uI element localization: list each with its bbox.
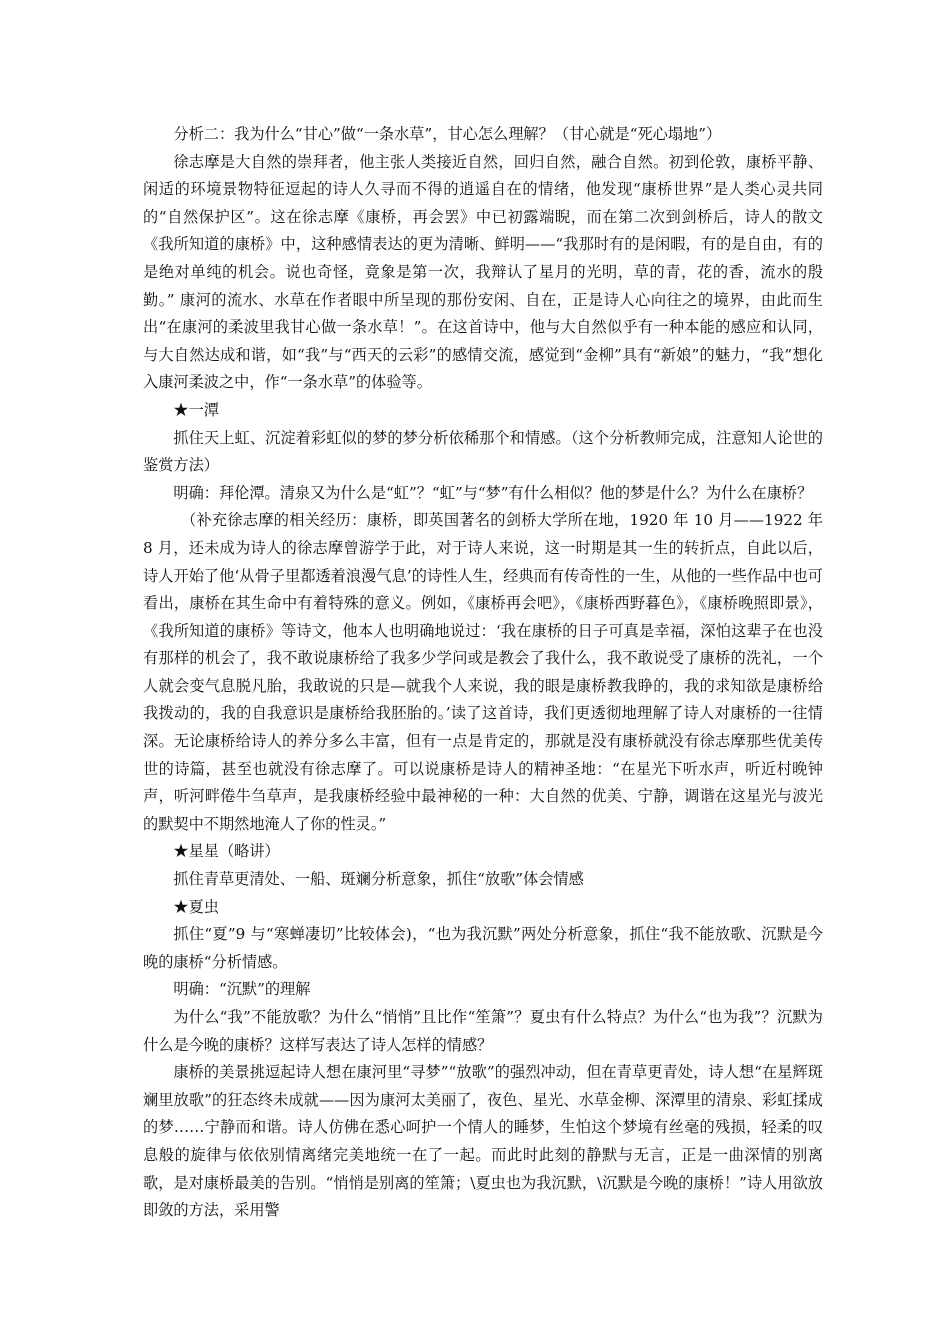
paragraph-supplement: （补充徐志摩的相关经历：康桥，即英国著名的剑桥大学所在地，1920 年 10 月——1922 年 8 月，还未成为诗人的徐志摩曾游学于此，对于诗人来说，这一时期是其一生的转折点，自此以后，诗人开始了他‘从骨子里都透着浪漫气息’的诗性人生，经典而有传奇性的一生，从他的一些作品中也可看出，康桥在其生命中有着特殊的意义。例如，《康桥再会吧》，《康桥西野暮色》，《康桥晚照即景》，《我所知道的康桥》等诗文，他本人也明确地说过：‘我在康桥的日子可真是幸福，深怕这辈子在也没有那样的机会了，我不敢说康桥给了我多少学问或是教会了我什么，我不敢说受了康桥的洗礼，一个人就会变气息脱凡胎，我敢说的只是—就我个人来说，我的眼是康桥教我睁的，我的求知欲是康桥给我拨动的，我的自我意识是康桥给我胚胎的。’读了这首诗，我们更透彻地理解了诗人对康桥的一往情深。无论康桥给诗人的养分多么丰富，但有一点是肯定的，那就是没有康桥就没有徐志摩那些优美传世的诗篇，甚至也就没有徐志摩了。可以说康桥是诗人的精神圣地：“在星光下听水声，听近村晚钟声，听河畔倦牛刍草声，是我康桥经验中最神秘的一种：大自然的优美、宁静，调谐在这星光与波光的默契中不期然地淹人了你的性灵。” <box>143 511 823 833</box>
paragraph-silence-answer: 明确：“沉默”的理解 <box>173 980 311 999</box>
paragraph-nature: 徐志摩是大自然的崇拜者，他主张人类接近自然，回归自然，融合自然。初到伦敦，康桥平静、闲适的环境景物特征逗起的诗人久寻而不得的逍遥自在的情绪，他发现“康桥世界”是人类心灵共同的“自然保护区”。这在徐志摩《康桥，再会罢》中已初露端睨，而在第二次到剑桥后，诗人的散文《我所知道的康桥》中，这种感情表达的更为清晰、鲜明——“我那时有的是闲暇，有的是自由，有的是绝对单纯的机会。说也奇怪，竟象是第一次，我辩认了星月的光明，草的青，花的香，流水的殷勤。” 康河的流水、水草在作者眼中所呈现的那份安闲、自在，正是诗人心向往之的境界，由此而生出“在康河的柔波里我甘心做一条水草！”。在这首诗中，他与大自然似乎有一种本能的感应和认同，与大自然达成和谐，如“我”与“西天的云彩”的感情交流，感觉到“金柳”具有“新娘”的魅力，“我”想化入康河柔波之中，作“一条水草”的体验等。 <box>143 152 823 392</box>
analysis-two-heading: 分析二：我为什么“甘心”做“一条水草”，甘心怎么理解？（甘心就是“死心塌地”） <box>173 125 722 143</box>
section-heading-summer-insects: ★夏虫 <box>173 897 219 916</box>
paragraph-farewell: 康桥的美景挑逗起诗人想在康河里“寻梦”“放歌”的强烈冲动，但在青草更青处，诗人想“在星辉斑斓里放歌”的狂态终未成就——因为康河太美丽了，夜色、星光、水草金柳、深潭里的清泉、彩虹揉成的梦……宁静而和谐。诗人仿佛在悉心呵护一个情人的睡梦，生怕这个梦境有丝毫的残损，轻柔的叹息般的旋律与依依别情离绪完美地统一在了一起。而此时此刻的静默与无言，正是一曲深情的别离歌，是对康桥最美的告别。“悄悄是别离的笙箫；\夏虫也为我沉默，\沉默是今晚的康桥！”诗人用欲放即敛的方法，采用警 <box>143 1063 823 1220</box>
paragraph-summer-insects: 抓住“夏”9 与“寒蝉凄切”比较体会)，“也为我沉默”两处分析意象，抓住“我不能放歌、沉默是今晚的康桥“分析情感。 <box>143 925 823 971</box>
document-page <box>143 121 823 1225</box>
paragraph-questions: 为什么“我”不能放歌？为什么“悄悄”且比作“笙箫”？夏虫有什么特点？为什么“也为我”？沉默为什么是今晚的康桥？这样写表达了诗人怎样的情感？ <box>143 1008 823 1054</box>
paragraph-stars: 抓住青草更清处、一船、斑斓分析意象，抓住“放歌”体会情感 <box>173 870 584 889</box>
section-heading-stars: ★星星（略讲） <box>173 842 280 861</box>
section-heading-pool: ★一潭 <box>173 400 219 419</box>
paragraph-pool-answer: 明确：拜伦潭。清泉又为什么是“虹”？“虹”与“梦”有什么相似？他的梦是什么？为什么在康桥？ <box>173 483 813 502</box>
paragraph-pool-analysis: 抓住天上虹、沉淀着彩虹似的梦的梦分析依稀那个和情感。（这个分析教师完成，注意知人论世的鉴赏方法） <box>143 428 823 475</box>
